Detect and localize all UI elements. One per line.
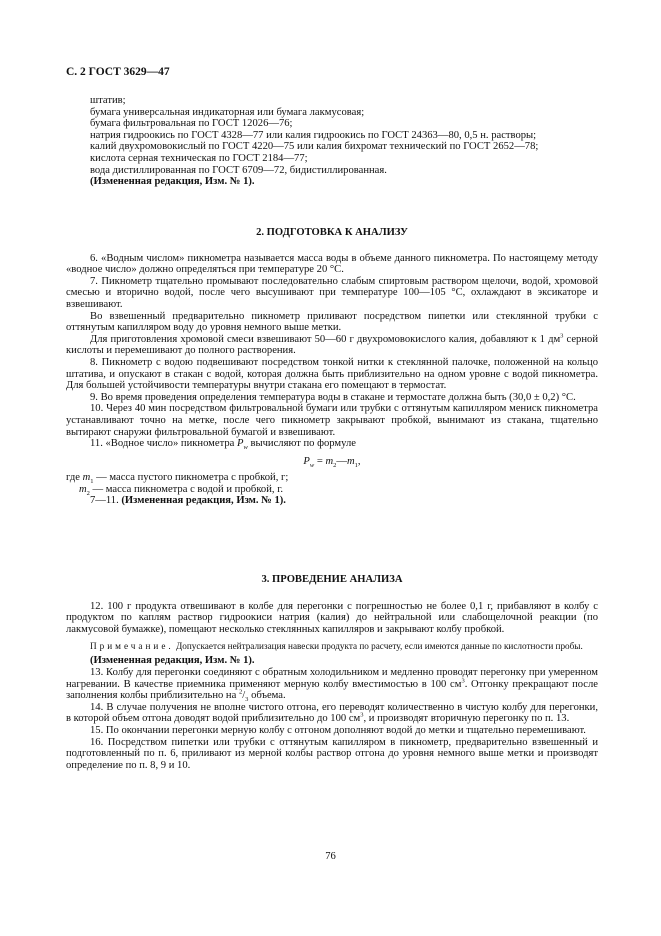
superscript: 3 bbox=[360, 711, 364, 719]
note bbox=[66, 641, 598, 652]
fraction-denominator: 3 bbox=[245, 696, 249, 704]
amendment-note bbox=[66, 495, 598, 507]
text: , и производят вторичную перегонку по п. 13. bbox=[363, 713, 570, 725]
fraction-numerator: 2 bbox=[238, 688, 243, 696]
list-item: бумага универсальная индикаторная или бумага лакмусовая; bbox=[90, 106, 365, 118]
list-item: штатив; bbox=[90, 95, 126, 106]
where-1 bbox=[66, 472, 598, 484]
paragraph-9: 9. Во время проведения определения температура воды в стакане и термостате должна быть (30,0 ± 0,2) °С. bbox=[90, 391, 576, 403]
text: вычисляют по формуле bbox=[247, 438, 356, 450]
paragraph-16: 16. Посредством пипетки или трубки с оттянутым капилляром в пикнометр, предварительно взвешенный и подготовленный по п. 6, приливают из мерной колбы раствор отгона до уровня немного выше метки и производят определение по п. 8, 9 и 10. bbox=[66, 736, 598, 771]
text: 7—11. bbox=[90, 495, 122, 507]
note-label: Примечание. bbox=[90, 641, 174, 652]
text: объема. bbox=[248, 690, 286, 702]
text: . Отгонку прекращают после заполнения колбы приблизительно на bbox=[66, 678, 598, 702]
section-heading: 3. ПРОВЕДЕНИЕ АНАЛИЗА bbox=[261, 574, 403, 585]
text: — масса пикнометра с водой и пробкой, г. bbox=[89, 483, 283, 495]
section-3 bbox=[66, 574, 598, 771]
section-2 bbox=[66, 227, 598, 507]
text: Допускается нейтрализация навески продукта по расчету, если имеются данные по кислотности пробы. bbox=[173, 641, 583, 652]
minus: — bbox=[336, 455, 348, 467]
running-header: С. 2 ГОСТ 3629—47 bbox=[66, 66, 170, 78]
paragraph-7: 7. Пикнометр тщательно промывают последовательно слабым спиртовым раствором щелочи, водой, хромовой смесью и вторично водой, после чего высушивают при температуре 100—105 °С, охлаждают в эксикаторе и взвешивают. bbox=[66, 275, 598, 310]
where-2 bbox=[66, 484, 598, 496]
subscript: w bbox=[243, 444, 248, 452]
materials-list bbox=[66, 95, 598, 188]
subscript: w bbox=[309, 461, 315, 469]
superscript: 3 bbox=[560, 332, 564, 340]
paragraph-13: 13. Колбу для перегонки соединяют с обратным холодильником и медленно проводят перегонку при умеренном нагревании. В качестве приемника применяют мерную колбу вместимостью в 100 $см^3$. Отгонку прекращают после заполнения колбы приблизительно на $^2/_3$ объема. bbox=[66, 666, 598, 704]
list-item: натрия гидроокись по ГОСТ 4328—77 или калия гидроокись по ГОСТ 24363—80, 0,5 н. растворы; bbox=[90, 129, 537, 141]
paragraph-7c bbox=[66, 334, 598, 357]
amendment-note: (Измененная редакция, Изм. № 1). bbox=[90, 176, 255, 188]
paragraph-6: 6. «Водным числом» пикнометра называется масса воды в объеме данного пикнометра. По настоящему методу «водное число» должно определяться при температуре 20 °С. bbox=[66, 252, 598, 276]
superscript: 3 bbox=[461, 677, 465, 685]
list-item: бумага фильтровальная по ГОСТ 12026—76; bbox=[90, 118, 293, 130]
paragraph-8: 8. Пикнометр с водою подвешивают посредством тонкой нитки к стеклянной палочке, положенной на кольцо штатива, и опускают в стакан с водой, которая должна быть приблизительно на одном уровне с водой пикнометра. Для большей устойчивости температуры внутри стакана его помещают в термостат. bbox=[66, 356, 598, 392]
symbol: P bbox=[303, 455, 310, 467]
formula bbox=[66, 456, 598, 468]
comma: , bbox=[357, 455, 361, 467]
text: 13. Колбу для перегонки соединяют с обратным холодильником и медленно проводят перегонку при умеренном нагревании. В качестве приемника применяют мерную колбу вместимостью в 100 см bbox=[66, 666, 598, 690]
list-item: калий двухромовокислый по ГОСТ 4220—75 или калия бихромат технический по ГОСТ 2652—78; bbox=[90, 141, 539, 153]
amendment-note: (Измененная редакция, Изм. № 1). bbox=[90, 655, 255, 667]
symbol: m bbox=[79, 483, 87, 495]
text: — масса пустого пикнометра с пробкой, г; bbox=[93, 472, 289, 484]
equals: = bbox=[314, 455, 326, 467]
text: 11. «Водное число» пикнометра bbox=[90, 438, 235, 450]
symbol: m bbox=[82, 472, 91, 484]
paragraph-12: 12. 100 г продукта отвешивают в колбе для перегонки с погрешностью не более 0,1 г, прибавляют в колбу с продуктом по каплям раствор гидроокиси натрия (калия) до нейтральной или слабощелочной реакции (по лакмусовой бумажке), помещают несколько стеклянных капилляров и закрывают колбу пробкой. bbox=[66, 600, 598, 635]
text: 14. В случае получения не вполне чистого отгона, его переводят количественно в чистую колбу для перегонки, в которой объем отгона доводят водой приблизительно до 100 см bbox=[66, 701, 598, 725]
list-item: кислота серная техническая по ГОСТ 2184—77; bbox=[90, 152, 308, 164]
paragraph-10: 10. Через 40 мин посредством фильтровальной бумаги или трубки с оттянутым капилляром мениск пикнометра устанавливают точно на метке, после чего пикнометр закрывают пробкой, вынимают из стакана, тщательно вытирают снаружи фильтровальной бумагой и взвешивают. bbox=[66, 403, 598, 438]
paragraph-7b: Во взвешенный предварительно пикнометр приливают посредством пипетки или стеклянной трубки с оттянутым капилляром воду до уровня немного выше метки. bbox=[66, 310, 598, 334]
subscript: 2 bbox=[333, 461, 337, 469]
symbol: m bbox=[325, 455, 334, 467]
section-heading: 2. ПОДГОТОВКА К АНАЛИЗУ bbox=[256, 227, 408, 238]
text: (Измененная редакция, Изм. № 1). bbox=[121, 495, 286, 507]
symbol: m bbox=[347, 455, 355, 467]
text: серной кислоты и перемешивают до полного растворения. bbox=[66, 333, 598, 357]
subscript: 1 bbox=[354, 461, 358, 469]
symbol: P bbox=[237, 438, 244, 450]
text: Для приготовления хромовой смеси взвешивают 50—60 г двухромовокислого калия, добавляют к 1 дм bbox=[90, 333, 561, 345]
paragraph-11 bbox=[66, 438, 598, 450]
text: где bbox=[66, 472, 83, 484]
list-item: вода дистиллированная по ГОСТ 6709—72, бидистиллированная. bbox=[90, 164, 387, 176]
page-number: 76 bbox=[325, 851, 336, 862]
paragraph-14 bbox=[66, 702, 598, 725]
paragraph-15: 15. По окончании перегонки мерную колбу с отгоном дополняют водой до метки и тщательно перемешивают. bbox=[90, 724, 586, 736]
subscript: 2 bbox=[86, 489, 90, 497]
subscript: 1 bbox=[90, 478, 94, 486]
